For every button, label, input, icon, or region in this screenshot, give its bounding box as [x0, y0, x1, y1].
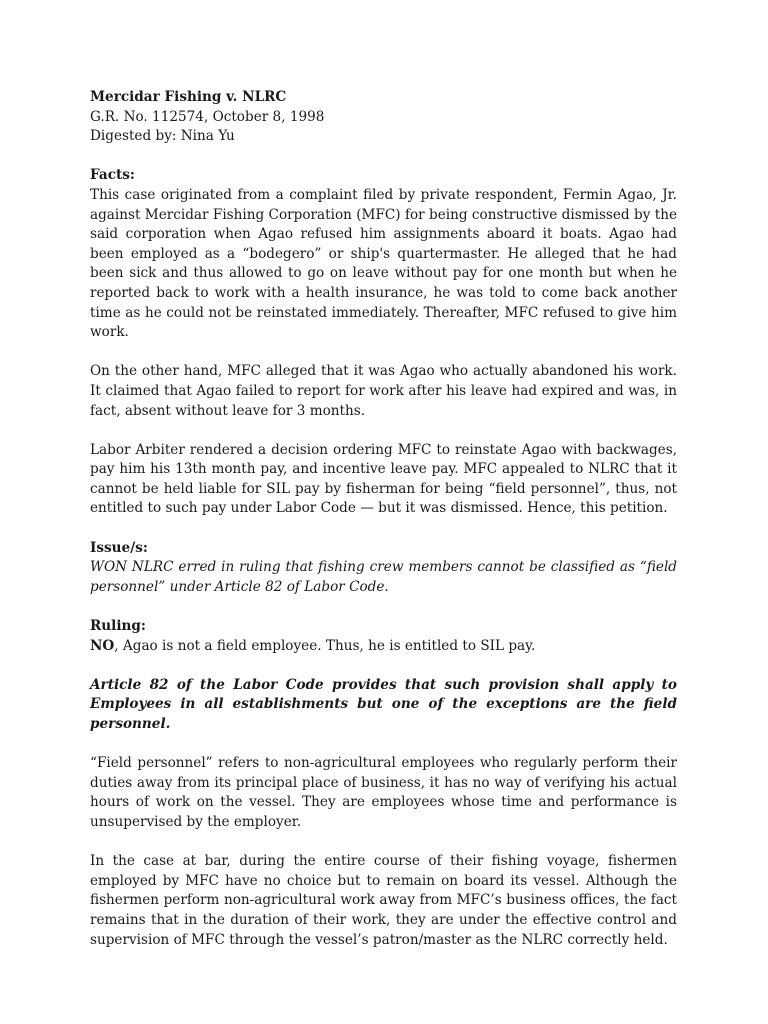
facts-heading: Facts:	[90, 167, 135, 184]
ruling-article-82: Article 82 of the Labor Code provides that such provision shall apply to Employees in all establishments but one of the exceptions are the field personnel.	[90, 676, 677, 732]
ruling-field-personnel-definition: “Field personnel” refers to non-agricultural employees who regularly perform their duties away from its principal place of business, it has no way of verifying his actual hours of work on the vessel. They are employees whose time and performance is unsupervised by the employer.	[90, 755, 677, 830]
document-page	[90, 88, 677, 950]
issue-text: WON NLRC erred in ruling that fishing crew members cannot be classified as “field personnel” under Article 82 of Labor Code.	[90, 559, 677, 595]
facts-paragraph-1: This case originated from a complaint filed by private respondent, Fermin Agao, Jr. against Mercidar Fishing Corporation (MFC) for being constructive dismissed by the said corporation when Agao refused him assignments aboard it boats. Agao had been employed as a “bodegero” or ship's quartermaster. He alleged that he had been sick and thus allowed to go on leave without pay for one month but when he reported back to work with a health insurance, he was told to come back another time as he could not be reinstated immediately. Thereafter, MFC refused to give him work.	[90, 186, 677, 341]
issue-heading: Issue/s:	[90, 539, 148, 556]
ruling-answer-word: NO	[90, 637, 115, 654]
ruling-heading: Ruling:	[90, 618, 146, 635]
issue-section	[90, 539, 677, 598]
facts-section	[90, 166, 677, 519]
facts-paragraph-2: On the other hand, MFC alleged that it was Agao who actually abandoned his work. It claimed that Agao failed to report for work after his leave had expired and was, in fact, absent without leave for 3 months.	[90, 363, 677, 419]
ruling-answer-rest: , Agao is not a field employee. Thus, he is entitled to SIL pay.	[114, 637, 536, 654]
case-citation: G.R. No. 112574, October 8, 1998	[90, 108, 325, 125]
ruling-case-at-bar: In the case at bar, during the entire course of their fishing voyage, fishermen employed by MFC have no choice but to remain on board its vessel. Although the fishermen perform non-agricultural work away from MFC’s business offices, the fact remains that in the duration of their work, they are under the effective control and supervision of MFC through the vessel’s patron/master as the NLRC correctly held.	[90, 853, 677, 948]
case-title: Mercidar Fishing v. NLRC	[90, 89, 287, 105]
digested-by: Digested by: Nina Yu	[90, 128, 235, 145]
case-header	[90, 88, 677, 147]
ruling-answer	[90, 637, 677, 657]
ruling-section	[90, 617, 677, 950]
facts-paragraph-3: Labor Arbiter rendered a decision ordering MFC to reinstate Agao with backwages, pay him his 13th month pay, and incentive leave pay. MFC appealed to NLRC that it cannot be held liable for SIL pay by fisherman for being “field personnel”, thus, not entitled to such pay under Labor Code — but it was dismissed. Hence, this petition.	[90, 441, 677, 517]
